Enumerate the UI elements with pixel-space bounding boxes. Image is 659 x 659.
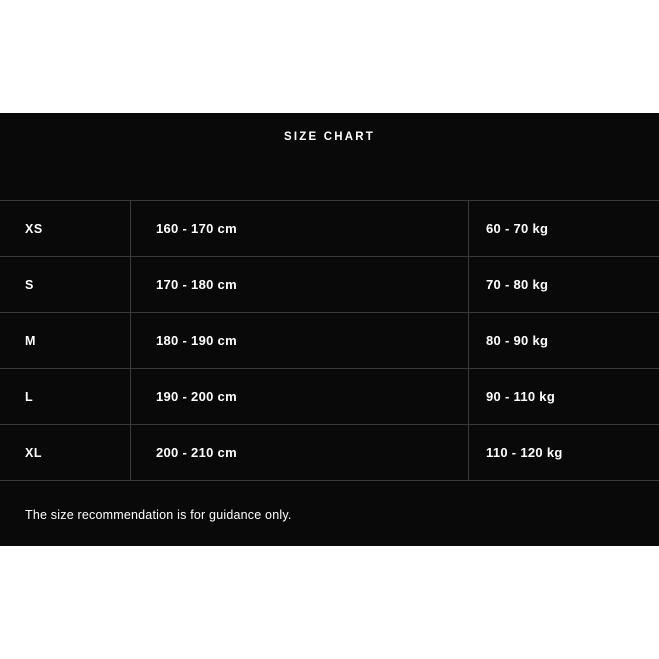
cell-weight: 110 - 120 kg bbox=[469, 425, 659, 481]
table-row bbox=[0, 425, 659, 481]
table-row bbox=[0, 257, 659, 313]
cell-size: XS bbox=[0, 201, 131, 257]
cell-weight: 60 - 70 kg bbox=[469, 201, 659, 257]
table-row bbox=[0, 313, 659, 369]
cell-size: S bbox=[0, 257, 131, 313]
table-row bbox=[0, 369, 659, 425]
cell-height: 190 - 200 cm bbox=[131, 369, 469, 425]
size-recommendation-note: The size recommendation is for guidance only. bbox=[25, 508, 292, 522]
cell-weight: 70 - 80 kg bbox=[469, 257, 659, 313]
cell-size: M bbox=[0, 313, 131, 369]
cell-height: 170 - 180 cm bbox=[131, 257, 469, 313]
cell-weight: 80 - 90 kg bbox=[469, 313, 659, 369]
page-title: SIZE CHART bbox=[284, 131, 375, 143]
cell-weight: 90 - 110 kg bbox=[469, 369, 659, 425]
table-row bbox=[0, 201, 659, 257]
cell-height: 200 - 210 cm bbox=[131, 425, 469, 481]
size-chart-panel bbox=[0, 113, 659, 546]
cell-height: 160 - 170 cm bbox=[131, 201, 469, 257]
size-chart-table bbox=[0, 200, 659, 481]
cell-size: XL bbox=[0, 425, 131, 481]
cell-height: 180 - 190 cm bbox=[131, 313, 469, 369]
cell-size: L bbox=[0, 369, 131, 425]
